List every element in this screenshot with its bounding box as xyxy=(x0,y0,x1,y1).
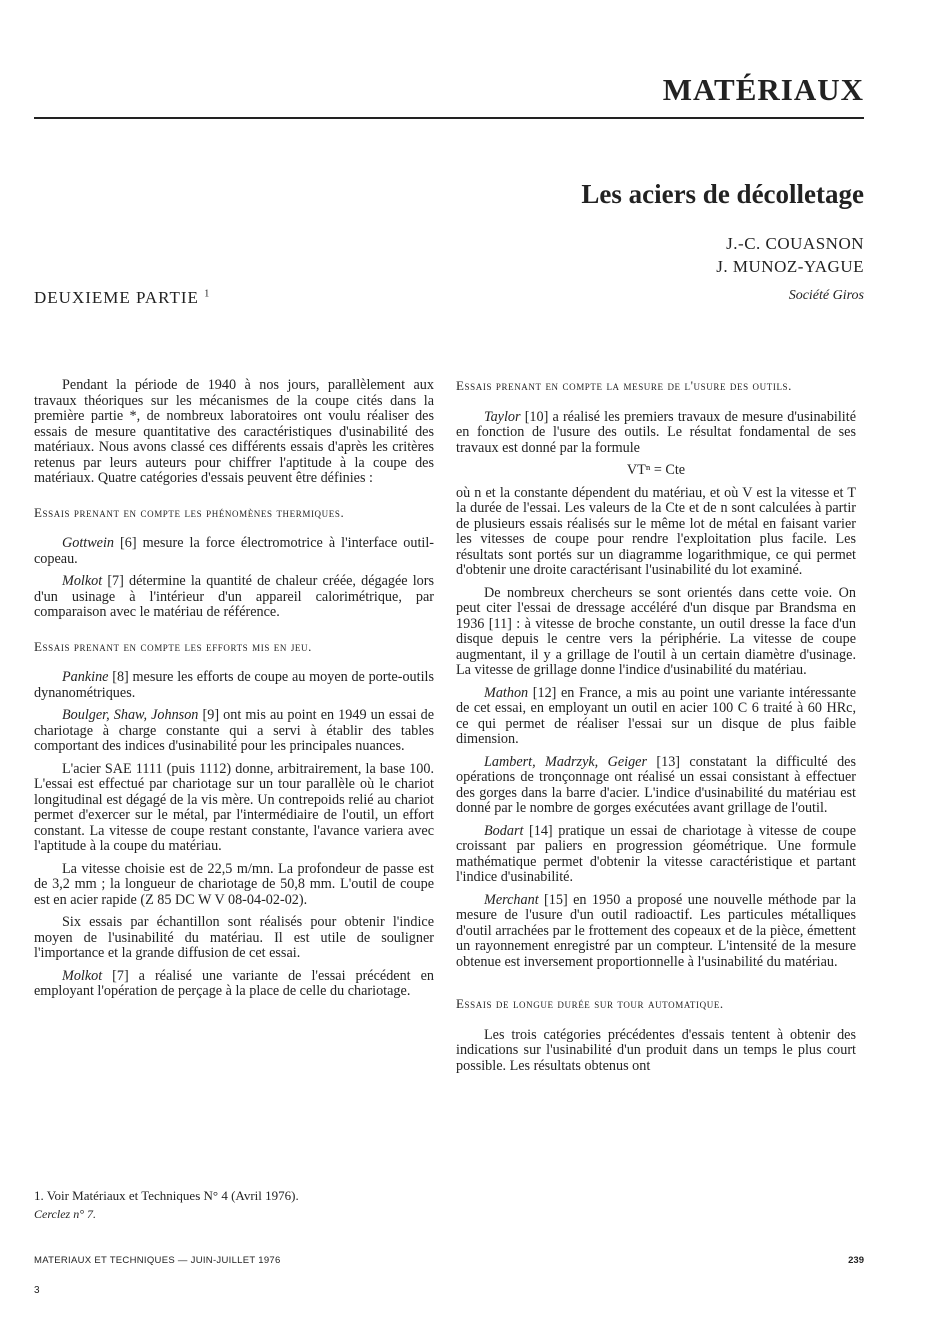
paragraph-lambert xyxy=(456,755,856,817)
author-couasnon: J.-C. COUASNON xyxy=(726,234,864,253)
page-number: 239 xyxy=(848,1255,864,1266)
author-ref: Molkot xyxy=(62,573,103,589)
part-footnote-mark: 1 xyxy=(204,288,211,300)
author-affiliation: Société Giros xyxy=(788,288,864,303)
paragraph-text: [15] en 1950 a proposé une nouvelle méthode par la mesure de l'usure d'un outil radioactif. Les particules métalliques d'outil arrachées par le frottement des copeaux et de la pièce, émettent un rayonnement enregistré par un compteur. L'intensité de la mesure obtenue est inversement proportionnelle à l'usinabilité du matériau. xyxy=(456,891,856,970)
paragraph-text: [7] a réalisé une variante de l'essai précédent en employant l'opération de perçage à la place de celle du chariotage. xyxy=(34,967,434,999)
paragraph-text: [9] ont mis au point en 1949 un essai de chariotage à charge constante qui a servi à établir des tables comportant des indices d'usinabilité pour les principales nuances. xyxy=(34,707,434,754)
heading-thermal: Essais prenant en compte les phénomènes thermiques. xyxy=(34,504,345,520)
page-mark: 3 xyxy=(34,1285,40,1296)
section-title: MATÉRIAUX xyxy=(662,72,864,107)
paragraph-text: [8] mesure les efforts de coupe au moyen de porte-outils dynanométriques. xyxy=(34,669,434,701)
paragraph-sae: L'acier SAE 1111 (puis 1112) donne, arbitrairement, la base 100. L'essai est effectué par chariotage sur un tour parallèle où le chariot longitudinal est dégagé de la vis mère. Un contrepoids relié au chariot permet d'exercer sur le métal, par l'intermédiaire de l'outil, un effort constant. La vitesse de coupe restant constante, l'avance variera avec l'aptitude à la coupe du matériau. xyxy=(34,760,434,854)
paragraph-mathon xyxy=(456,686,856,748)
paragraph-merchant xyxy=(456,893,856,971)
author-munoz-yague: J. MUNOZ-YAGUE xyxy=(716,257,864,276)
paragraph-speed: La vitesse choisie est de 22,5 m/mn. La profondeur de passe est de 3,2 mm ; la longueur de chariotage de 50,8 mm. L'outil de coupe est en acier rapide (Z 85 DC W V 08-04-02-02). xyxy=(34,860,434,908)
paragraph-molkot xyxy=(34,574,434,621)
footer-journal: MATERIAUX ET TECHNIQUES — JUIN-JUILLET 1976 xyxy=(34,1255,281,1266)
author-ref: Bodart xyxy=(484,822,524,839)
paragraph-bodart xyxy=(456,824,856,886)
paragraph-formula-explanation: où n et la constante dépendent du matériau, et où V est la vitesse et T la durée de l'essai. Les valeurs de la Cte et de n sont calculées à partir de plusieurs essais réalisés sur le même lot de métal en faisant varier les vitesses de coupe pour rendre l'exploitation plus facile. Les résultats sont portés sur un diagramme logarithmique, ce qui permet d'obtenir une droite caractérisant l'usinabilité du lot examiné. xyxy=(456,484,856,578)
paragraph-text: [13] constatant la difficulté des opérations de tronçonnage ont réalisé un essai consistant à effectuer des gorges dans la barre d'acier. L'indice d'usinabilité du matériau est donné par le nombre de gorges exécutées avant grillage de l'outil. xyxy=(456,753,856,816)
header-rule xyxy=(34,117,864,119)
taylor-formula: VTⁿ = Cte xyxy=(626,462,686,478)
paragraph-taylor xyxy=(456,410,856,457)
author-ref: Pankine xyxy=(62,669,109,685)
part-label xyxy=(34,288,210,308)
paragraph-gottwein xyxy=(34,536,434,567)
paragraph-text: [12] en France, a mis au point une variante intéressante de cet essai, en employant un outil en acier 100 C 6 traité à 60 HRc, ce qui permet de réaliser l'essai sur un disque de plus faible dimension. xyxy=(456,684,856,747)
paragraph-text: [7] détermine la quantité de chaleur créée, dégagée lors d'un usinage à l'intérieur d'un appareil calorimétrique, par comparaison avec le matériau de référence. xyxy=(34,573,434,620)
author-ref: Gottwein xyxy=(62,535,115,551)
paragraph-text: [10] a réalisé les premiers travaux de mesure d'usinabilité en fonction de l'usure des outils. Le résultat fondamental de ses travaux est donné par la formule xyxy=(456,408,856,456)
author-ref: Mathon xyxy=(484,684,529,701)
footnote xyxy=(34,1187,299,1223)
author-ref: Molkot xyxy=(62,967,103,984)
paragraph-text: [14] pratique un essai de chariotage à vitesse de coupe croissant par paliers en progression géométrique. Une formule mathématique permet d'obtenir la vitesse caractéristique et partant l'indice d'usinabilité. xyxy=(456,822,856,885)
paragraph-three-categories: Les trois catégories précédentes d'essais tentent à obtenir des indications sur l'usinabilité d'un produit dans un temps le plus court possible. Les résultats obtenus ont xyxy=(456,1026,856,1074)
heading-tool-wear: Essais prenant en compte la mesure de l'usure des outils. xyxy=(456,378,793,393)
paragraph-molkot-variant xyxy=(34,969,434,1000)
paragraph-boulger xyxy=(34,708,434,755)
paragraph-text: [6] mesure la force électromotrice à l'interface outil-copeau. xyxy=(34,535,434,567)
author-ref: Taylor xyxy=(484,408,521,425)
author-ref: Lambert, Madrzyk, Geiger xyxy=(484,753,647,770)
heading-forces: Essais prenant en compte les efforts mis en jeu. xyxy=(34,638,312,654)
article-title: Les aciers de décolletage xyxy=(581,179,864,209)
left-column xyxy=(34,378,434,1007)
part-text: DEUXIEME PARTIE xyxy=(34,288,199,307)
paragraph-pankine xyxy=(34,670,434,701)
paragraph-brandsma: De nombreux chercheurs se sont orientés dans cette voie. On peut citer l'essai de dressage accéléré d'un disque par Brandsma en 1936 [11] : à vitesse de broche constante, un outil dresse la face d'un disque depuis le centre vers la périphérie. La vitesse de coupe augmentant, il y a grillage de l'outil à un certain diamètre d'usinage. La vitesse de grillage donne l'indice d'usinabilité du matériau. xyxy=(456,584,856,678)
paragraph-six-tests: Six essais par échantillon sont réalisés pour obtenir l'indice moyen de l'usinabilité du matériau. Il est utile de souligner l'importance et la grande diffusion de cet essai. xyxy=(34,914,434,961)
footnote-circle-note: Cerclez n° 7. xyxy=(34,1207,97,1221)
heading-long-duration: Essais de longue durée sur tour automatique. xyxy=(456,996,724,1011)
author-ref: Merchant xyxy=(484,891,539,908)
footnote-line: 1. Voir Matériaux et Techniques N° 4 (Avril 1976). xyxy=(34,1188,299,1203)
intro-paragraph: Pendant la période de 1940 à nos jours, parallèlement aux travaux théoriques sur les mécanismes de la coupe cités dans la première partie *, de nombreux laboratoires ont voulu réaliser des essais de mesure quantitative des caractéristiques d'usinabilité des matériaux. Nous avons classé ces différents essais d'après les critères retenus par leurs auteurs pour chiffrer l'aptitude à la coupe des matériaux. Quatre catégories d'essais peuvent être définies : xyxy=(34,377,434,486)
author-ref: Boulger, Shaw, Johnson xyxy=(62,707,199,723)
right-column xyxy=(456,378,856,1081)
